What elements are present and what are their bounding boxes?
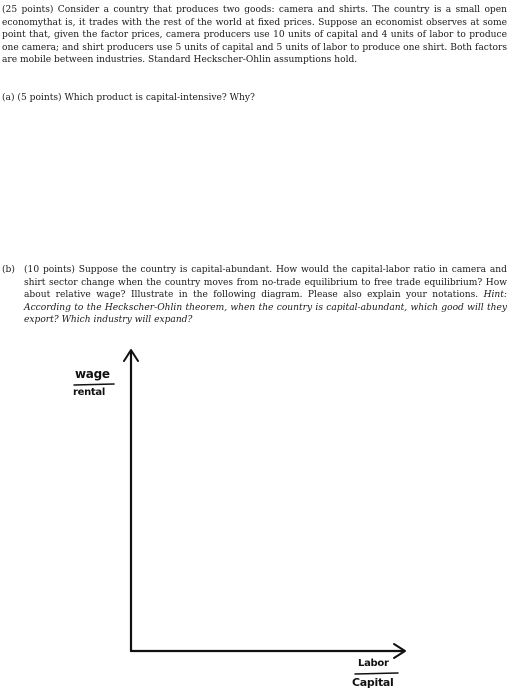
part-b-body: (10 points) Suppose the country is capital-abundant. How would the capital-labor ratio in camera and shirt sector change when the country moves from no-trade equilibrium to free trade equilibrium? How about relative wage? Illustrate in the following diagram. Please also explain your notations. [24,265,507,301]
y-label-fraction-bar [74,384,114,385]
x-axis-label-numerator: Labor [358,658,389,669]
y-axis-label-numerator: wage [75,367,110,381]
problem-intro: (25 points) Consider a country that produces two goods: camera and shirts. The country is a small open economythat is, it trades with the rest of the world at fixed prices. Suppose an economist observes at some point that, given the factor prices, camera producers use 10 units of capital and 4 units of labor to produce one camera; and shirt producers use 5 units of capital and 5 units of labor to produce one shirt. Both factors are mobile between industries. Standard Heckscher-Ohlin assumptions hold. [2,5,507,66]
part-b-label: (b) [2,265,15,275]
x-axis-label-denominator: Capital [352,676,394,689]
part-b-hint: Hint: According to the Heckscher-Ohlin theorem, when the country is capital-abundant, which good will they export? Which industry will expand? [24,290,507,326]
part-a-question: (a) (5 points) Which product is capital-intensive? Why? [2,93,255,103]
y-axis-label-denominator: rental [73,387,105,398]
x-label-fraction-bar [355,673,398,674]
